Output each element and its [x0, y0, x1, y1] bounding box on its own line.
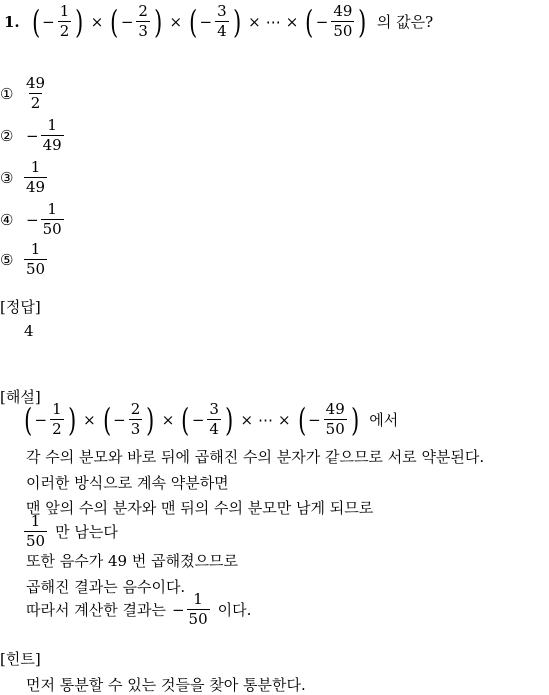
- explanation-expression: ( − $\frac{1}{2}$ ) × ( − $\frac{2}{3}$ ) × ( − $\frac{3}{4}$ ) × ⋯ × ( − $\frac{49}{50}$ ) 에서: [24, 400, 399, 439]
- explanation-line-7: 따라서 계산한 결과는 − $\frac{1}{50}$ 이다.: [26, 590, 252, 628]
- problem-suffix: 의 값은?: [376, 13, 434, 31]
- problem-number: 1.: [4, 12, 20, 31]
- times-sign: ×: [90, 12, 104, 31]
- term-1: ( − $\frac{1}{2}$ ): [31, 2, 84, 41]
- term-2: ( − $\frac{2}{3}$ ): [110, 2, 163, 41]
- hint-label: [힌트]: [0, 650, 41, 668]
- explanation-line-3: 맨 앞의 수의 분자와 맨 뒤의 수의 분모만 남게 되므로: [26, 499, 374, 517]
- term-3: ( − $\frac{3}{4}$ ): [189, 2, 241, 41]
- explanation-line-1: 각 수의 분모와 바로 뒤에 곱해진 수의 분자가 같으므로 서로 약분된다.: [26, 448, 485, 466]
- times-sign: ×: [285, 12, 299, 31]
- choice-5[interactable]: ⑤ $\frac{1}{50}$: [0, 240, 46, 278]
- times-sign: ×: [248, 12, 261, 31]
- answer-label: [정답]: [0, 298, 41, 316]
- explanation-line-4: $\frac{1}{50}$ 만 남는다: [26, 512, 118, 550]
- answer-value: 4: [24, 322, 34, 340]
- term-last: ( − $\frac{49}{50}$ ): [305, 2, 367, 41]
- cdots: ⋯: [265, 12, 281, 31]
- explanation-label: [해설]: [0, 388, 41, 406]
- choice-4[interactable]: ④ − $\frac{1}{50}$: [0, 200, 62, 238]
- explanation-line-5: 또한 음수가 49 번 곱해졌으므로: [26, 552, 239, 570]
- choice-2[interactable]: ② − $\frac{1}{49}$: [0, 116, 62, 154]
- problem-statement: [4, 4, 433, 39]
- choice-1[interactable]: ① $\frac{49}{2}$: [0, 74, 46, 112]
- explanation-expr-suffix: 에서: [369, 411, 399, 429]
- times-sign: ×: [169, 12, 183, 31]
- choice-3[interactable]: ③ $\frac{1}{49}$: [0, 158, 46, 196]
- hint-text: 먼저 통분할 수 있는 것들을 찾아 통분한다.: [26, 676, 306, 694]
- explanation-line-2: 이러한 방식으로 계속 약분하면: [26, 474, 229, 492]
- explanation-line-6: 곱해진 결과는 음수이다.: [26, 578, 186, 596]
